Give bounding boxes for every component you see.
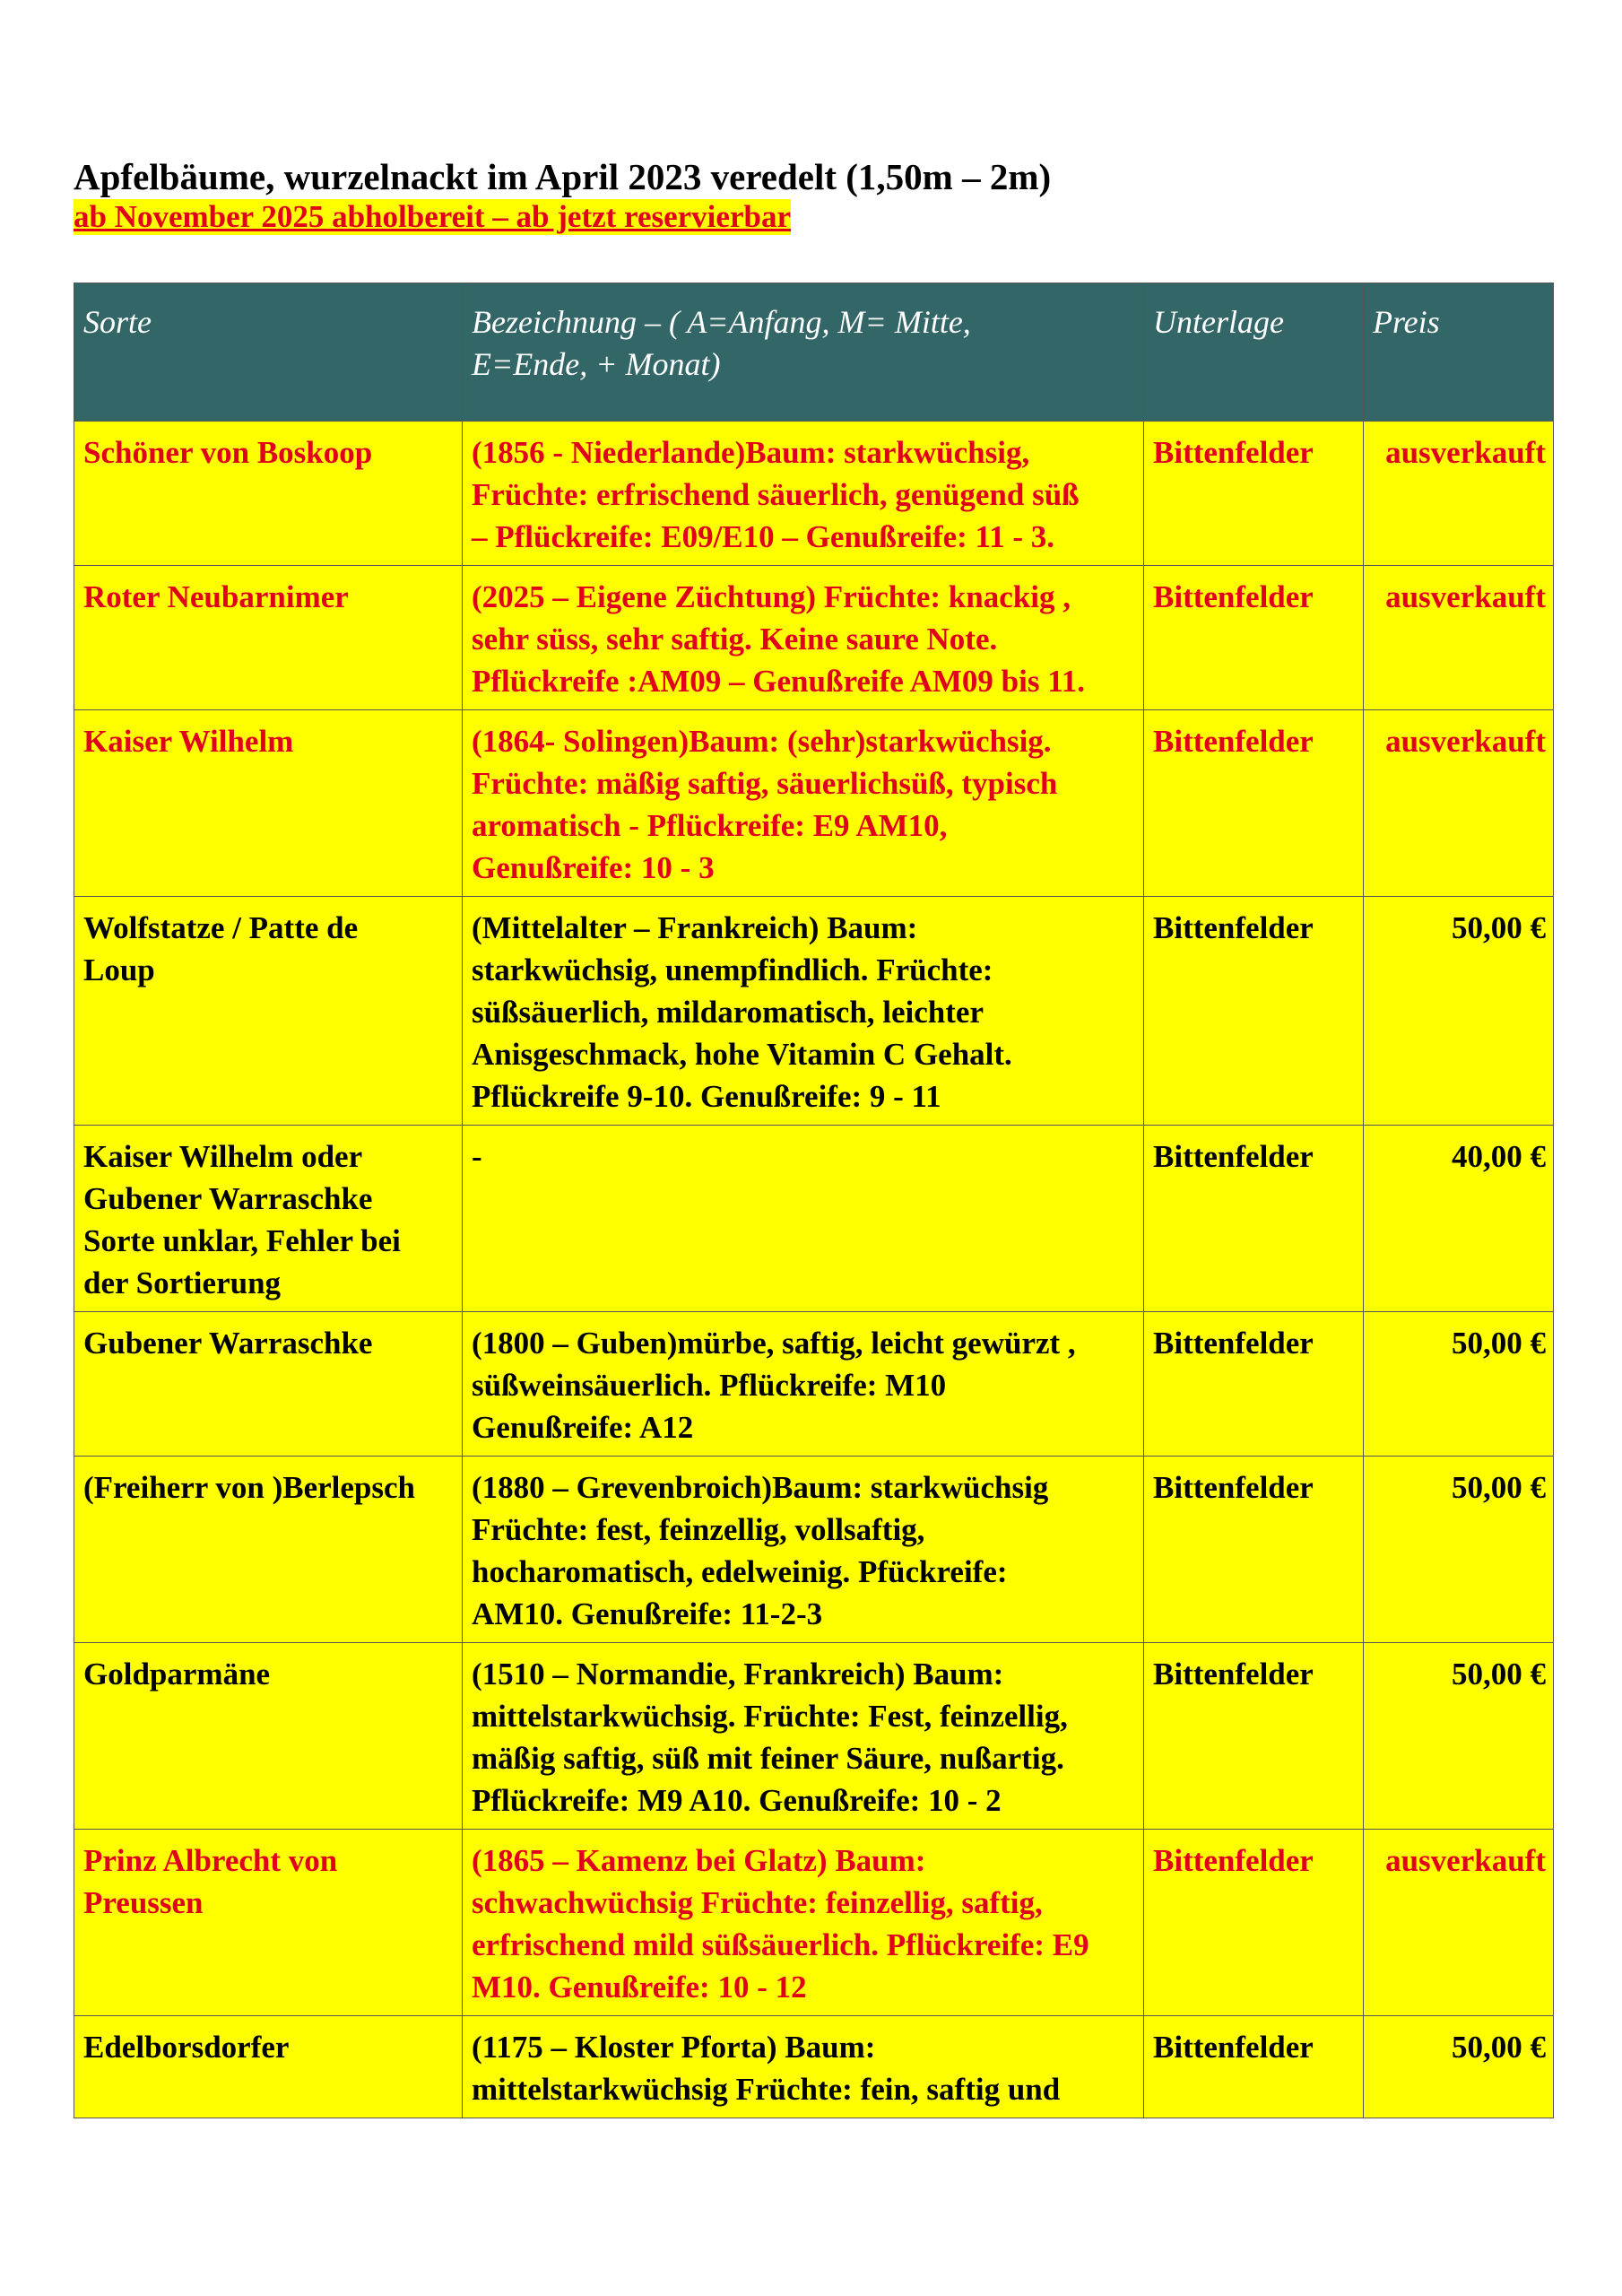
cell-bezeichnung-line: (1864- Solingen)Baum: (sehr)starkwüchsig. [472, 724, 1052, 759]
cell-unterlage: Bittenfelder [1144, 1643, 1364, 1830]
cell-bezeichnung [463, 1830, 1144, 2016]
cell-unterlage: Bittenfelder [1144, 710, 1364, 897]
cell-bezeichnung [463, 1457, 1144, 1643]
cell-bezeichnung-line: Anisgeschmack, hohe Vitamin C Gehalt. [472, 1037, 1012, 1072]
cell-bezeichnung-line: (1800 – Guben)mürbe, saftig, leicht gewürzt , [472, 1326, 1076, 1361]
table-row [74, 897, 1554, 1126]
cell-bezeichnung-line: (1175 – Kloster Pforta) Baum: [472, 2030, 876, 2065]
cell-sorte-line: Loup [83, 952, 155, 987]
cell-unterlage: Bittenfelder [1144, 566, 1364, 710]
table-row [74, 710, 1554, 897]
cell-bezeichnung-line: Früchte: mäßig saftig, säuerlichsüß, typisch [472, 766, 1058, 801]
cell-sorte [74, 2016, 463, 2118]
cell-preis: ausverkauft [1364, 422, 1554, 566]
cell-preis: ausverkauft [1364, 566, 1554, 710]
cell-bezeichnung-line: (1856 - Niederlande)Baum: starkwüchsig, [472, 435, 1030, 470]
cell-bezeichnung-line: mäßig saftig, süß mit feiner Säure, nußartig. [472, 1741, 1064, 1776]
cell-sorte [74, 897, 463, 1126]
table-row [74, 1126, 1554, 1312]
header-preis: Preis [1364, 283, 1554, 422]
table-row [74, 1312, 1554, 1457]
cell-bezeichnung-line: Genußreife: 10 - 3 [472, 850, 715, 885]
cell-preis: 50,00 € [1364, 1643, 1554, 1830]
cell-sorte-line: Kaiser Wilhelm [83, 724, 294, 759]
cell-bezeichnung-line: starkwüchsig, unempfindlich. Früchte: [472, 952, 993, 987]
cell-bezeichnung [463, 2016, 1144, 2118]
cell-bezeichnung-line: (1880 – Grevenbroich)Baum: starkwüchsig [472, 1470, 1049, 1505]
cell-bezeichnung-line: AM10. Genußreife: 11-2-3 [472, 1596, 823, 1631]
cell-bezeichnung-line: (2025 – Eigene Züchtung) Früchte: knackig , [472, 579, 1071, 614]
cell-sorte-line: Goldparmäne [83, 1657, 271, 1692]
cell-bezeichnung-line: M10. Genußreife: 10 - 12 [472, 1970, 807, 2005]
cell-bezeichnung [463, 1126, 1144, 1312]
table-body [74, 422, 1554, 2118]
table-row [74, 422, 1554, 566]
header-bezeichnung [463, 283, 1144, 422]
cell-preis: 50,00 € [1364, 2016, 1554, 2118]
cell-sorte-line: der Sortierung [83, 1265, 282, 1300]
table-header-row [74, 283, 1554, 422]
cell-preis: 40,00 € [1364, 1126, 1554, 1312]
cell-sorte [74, 422, 463, 566]
cell-unterlage: Bittenfelder [1144, 1126, 1364, 1312]
cell-bezeichnung-line: (1510 – Normandie, Frankreich) Baum: [472, 1657, 1004, 1692]
cell-preis: 50,00 € [1364, 1457, 1554, 1643]
header-unterlage: Unterlage [1144, 283, 1364, 422]
cell-bezeichnung-line: aromatisch - Pflückreife: E9 AM10, [472, 808, 948, 843]
cell-bezeichnung-line: süßweinsäuerlich. Pflückreife: M10 [472, 1368, 947, 1403]
page [74, 154, 1553, 2107]
cell-bezeichnung-line: süßsäuerlich, mildaromatisch, leichter [472, 995, 984, 1030]
cell-bezeichnung-line: (Mittelalter – Frankreich) Baum: [472, 910, 918, 945]
cell-sorte-line: Wolfstatze / Patte de [83, 910, 359, 945]
table-row [74, 1830, 1554, 2016]
cell-sorte [74, 1457, 463, 1643]
cell-bezeichnung-line: Früchte: fest, feinzellig, vollsaftig, [472, 1512, 925, 1547]
cell-sorte-line: Prinz Albrecht von [83, 1843, 338, 1878]
table-row [74, 1457, 1554, 1643]
cell-bezeichnung-line: Pflückreife 9-10. Genußreife: 9 - 11 [472, 1079, 941, 1114]
cell-sorte-line: Sorte unklar, Fehler bei [83, 1223, 401, 1258]
cell-sorte-line: Roter Neubarnimer [83, 579, 349, 614]
cell-sorte-line: Kaiser Wilhelm oder [83, 1139, 363, 1174]
header-bezeichnung-line1: Bezeichnung – ( A=Anfang, M= Mitte, [472, 304, 971, 340]
cell-bezeichnung-line: Pflückreife: M9 A10. Genußreife: 10 - 2 [472, 1783, 1002, 1818]
cell-sorte-line: Preussen [83, 1885, 204, 1920]
cell-bezeichnung-line: – Pflückreife: E09/E10 – Genußreife: 11 - 3. [472, 519, 1055, 554]
cell-bezeichnung-line: Pflückreife :AM09 – Genußreife AM09 bis 11. [472, 664, 1086, 699]
cell-unterlage: Bittenfelder [1144, 1457, 1364, 1643]
cell-sorte-line: Edelborsdorfer [83, 2030, 290, 2065]
cell-bezeichnung [463, 566, 1144, 710]
cell-bezeichnung [463, 1312, 1144, 1457]
cell-sorte [74, 710, 463, 897]
availability-notice: ab November 2025 abholbereit – ab jetzt reservierbar [74, 199, 791, 234]
cell-bezeichnung [463, 710, 1144, 897]
cell-sorte-line: (Freiherr von )Berlepsch [83, 1470, 416, 1505]
cell-sorte [74, 1312, 463, 1457]
cell-bezeichnung-line: mittelstarkwüchsig Früchte: fein, saftig und [472, 2072, 1061, 2107]
cell-sorte [74, 1126, 463, 1312]
cell-preis: ausverkauft [1364, 710, 1554, 897]
cell-bezeichnung-line: mittelstarkwüchsig. Früchte: Fest, feinzellig, [472, 1699, 1068, 1734]
cell-sorte-line: Gubener Warraschke [83, 1181, 373, 1216]
cell-unterlage: Bittenfelder [1144, 2016, 1364, 2118]
cell-unterlage: Bittenfelder [1144, 1312, 1364, 1457]
cell-bezeichnung [463, 897, 1144, 1126]
header-sorte: Sorte [74, 283, 463, 422]
cell-bezeichnung-line: sehr süss, sehr saftig. Keine saure Note. [472, 622, 998, 657]
cell-sorte-line: Schöner von Boskoop [83, 435, 373, 470]
cell-bezeichnung [463, 1643, 1144, 1830]
cell-bezeichnung-line: (1865 – Kamenz bei Glatz) Baum: [472, 1843, 926, 1878]
cell-sorte [74, 566, 463, 710]
header-bezeichnung-line2: E=Ende, + Monat) [472, 346, 721, 382]
cell-bezeichnung-line: hocharomatisch, edelweinig. Pfückreife: [472, 1554, 1008, 1589]
cell-bezeichnung [463, 422, 1144, 566]
cell-preis: 50,00 € [1364, 897, 1554, 1126]
cell-bezeichnung-line: - [472, 1139, 482, 1174]
cell-sorte-line: Gubener Warraschke [83, 1326, 373, 1361]
cell-bezeichnung-line: schwachwüchsig Früchte: feinzellig, saftig, [472, 1885, 1043, 1920]
cell-bezeichnung-line: Genußreife: A12 [472, 1410, 694, 1445]
price-table [74, 283, 1554, 2118]
cell-sorte [74, 1643, 463, 1830]
cell-unterlage: Bittenfelder [1144, 422, 1364, 566]
table-row [74, 566, 1554, 710]
cell-unterlage: Bittenfelder [1144, 1830, 1364, 2016]
cell-bezeichnung-line: erfrischend mild süßsäuerlich. Pflückreife: E9 [472, 1927, 1089, 1962]
cell-unterlage: Bittenfelder [1144, 897, 1364, 1126]
cell-preis: 50,00 € [1364, 1312, 1554, 1457]
cell-bezeichnung-line: Früchte: erfrischend säuerlich, genügend süß [472, 477, 1080, 512]
table-row [74, 2016, 1554, 2118]
cell-preis: ausverkauft [1364, 1830, 1554, 2016]
table-row [74, 1643, 1554, 1830]
cell-sorte [74, 1830, 463, 2016]
page-title: Apfelbäume, wurzelnackt im April 2023 veredelt (1,50m – 2m) [74, 156, 1052, 197]
